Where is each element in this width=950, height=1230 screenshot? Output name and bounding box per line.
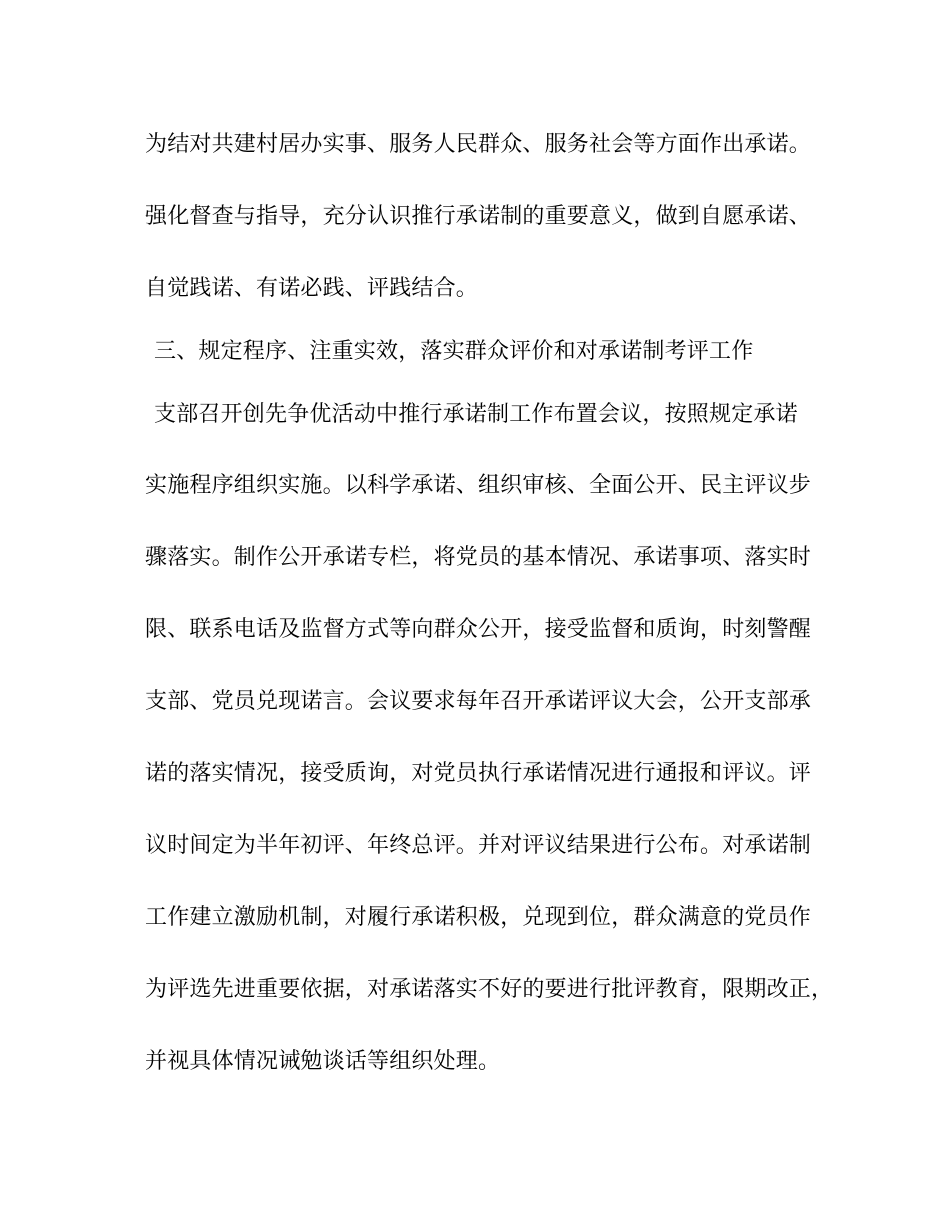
paragraph-line: 为评选先进重要依据，对承诺落实不好的要进行批评教育，限期改正，: [145, 977, 834, 1002]
paragraph-line: 为结对共建村居办实事、服务人民群众、服务社会等方面作出承诺。: [145, 132, 812, 157]
paragraph-line: 支部召开创先争优活动中推行承诺制工作布置会议，按照规定承诺: [154, 402, 798, 427]
paragraph-line: 骤落实。制作公开承诺专栏，将党员的基本情况、承诺事项、落实时: [145, 545, 812, 570]
paragraph-line: 支部、党员兑现诺言。会议要求每年召开承诺评议大会，公开支部承: [145, 689, 812, 714]
paragraph-line: 议时间定为半年初评、年终总评。并对评议结果进行公布。对承诺制: [145, 833, 812, 858]
paragraph-line: 并视具体情况诫勉谈话等组织处理。: [145, 1049, 501, 1074]
paragraph-line: 强化督查与指导，充分认识推行承诺制的重要意义，做到自愿承诺、: [145, 204, 812, 229]
paragraph-line: 限、联系电话及监督方式等向群众公开，接受监督和质询，时刻警醒: [145, 617, 812, 642]
paragraph-line: 诺的落实情况，接受质询，对党员执行承诺情况进行通报和评议。评: [145, 761, 812, 786]
paragraph-line: 自觉践诺、有诺必践、评践结合。: [145, 276, 479, 301]
section-heading: 三、规定程序、注重实效，落实群众评价和对承诺制考评工作: [154, 339, 754, 364]
paragraph-line: 工作建立激励机制，对履行承诺积极，兑现到位，群众满意的党员作: [145, 905, 812, 930]
paragraph-line: 实施程序组织实施。以科学承诺、组织审核、全面公开、民主评议步: [145, 473, 812, 498]
